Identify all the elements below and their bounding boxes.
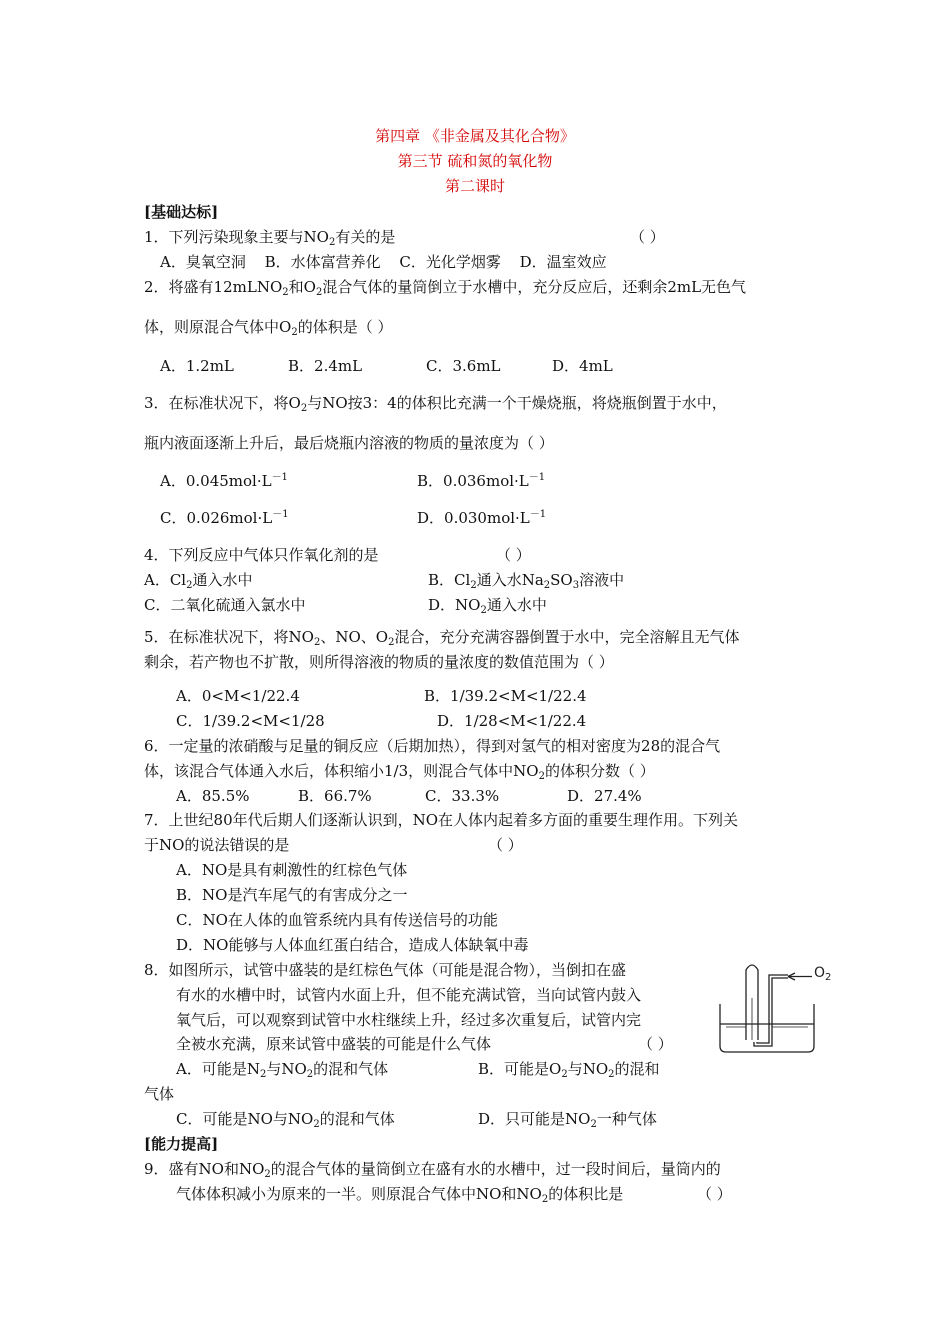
question-3-option-b: B．$0.036mol\cdot L^{-1}$ <box>417 472 546 490</box>
question-4-stem: 4．下列反应中气体只作氧化剂的是 <box>144 546 379 564</box>
question-8-answer-paren: （ ） <box>638 1035 673 1053</box>
question-4-answer-paren: （ ） <box>496 546 531 564</box>
section-title: 第三节 硫和氮的氧化物 <box>397 152 553 170</box>
question-5-option-a: A．0<M<1/22.4 <box>176 687 300 705</box>
question-7-option-c: C．NO在人体的血管系统内具有传送信号的功能 <box>176 911 498 929</box>
question-8-option-c: C．可能是NO与$NO_2$的混和气体 <box>176 1110 395 1130</box>
question-5-stem-line-2: 剩余，若产物也不扩散，则所得溶液的物质的量浓度的数值范围为（ ） <box>144 653 614 671</box>
question-8-stem-line-1: 8．如图所示，试管中盛装的是红棕色气体（可能是混合物），当倒扣在盛 <box>144 961 627 979</box>
question-6-stem-line-2: 体，该混合气体通入水后，体积缩小1/3，则混合气体中$NO_2$的体积分数（ ） <box>144 762 655 782</box>
question-4-option-d: D．$NO_2$通入水中 <box>428 596 547 616</box>
question-5-option-c: C．1/39.2<M<1/28 <box>176 712 325 730</box>
question-9-stem-line-2: 气体体积减小为原来的一半。则原混合气体中NO和$NO_2$的体积比是 <box>176 1185 624 1205</box>
question-6-option-b: B．66.7% <box>298 787 372 805</box>
question-9-stem-line-1: 9．盛有NO和$NO_2$的混合气体的量筒倒立在盛有水的水槽中，过一段时间后，量筒内的 <box>144 1160 721 1180</box>
question-8-stem-line-4: 全被水充满，原来试管中盛装的可能是什么气体 <box>176 1035 492 1053</box>
question-6-option-a: A．85.5% <box>176 787 250 805</box>
chapter-title: 第四章 《非金属及其化合物》 <box>375 127 575 145</box>
question-3-option-d: D．$0.030mol\cdot L^{-1}$ <box>417 509 547 527</box>
water-trough <box>720 1004 814 1052</box>
question-7-stem-line-1: 7．上世纪80年代后期人们逐渐认识到，NO在人体内起着多方面的重要生理作用。下列关 <box>144 811 739 829</box>
question-7-option-d: D．NO能够与人体血红蛋白结合，造成人体缺氧中毒 <box>176 936 529 954</box>
question-7-answer-paren: （ ） <box>488 836 523 854</box>
question-9-answer-paren: （ ） <box>697 1185 732 1203</box>
question-2-stem-line-1: 2．将盛有12mLNO$_2$和$O_2$混合气体的量筒倒立于水槽中，充分反应后，还剩余2mL无色气 <box>144 278 747 298</box>
question-8-option-b-continued: 气体 <box>144 1085 175 1103</box>
question-5-stem-line-1: 5．在标准状况下，将$NO_2$、NO、$O_2$混合，充分充满容器倒置于水中，完全溶解且无气体 <box>144 628 740 648</box>
question-2-option-d: D．4mL <box>552 357 613 375</box>
test-tube-apparatus-diagram <box>716 958 838 1058</box>
question-3-stem-line-2: 瓶内液面逐渐上升后，最后烧瓶内溶液的物质的量浓度为（ ） <box>144 434 554 452</box>
question-8-option-a: A．可能是$N_2$与$NO_2$的混和气体 <box>176 1060 389 1080</box>
question-4-option-c: C．二氧化硫通入氯水中 <box>144 596 306 614</box>
question-2-stem-line-2: 体，则原混合气体中$O_2$的体积是（ ） <box>144 318 393 338</box>
question-2-option-c: C．3.6mL <box>426 357 501 375</box>
question-4-option-b: B．$Cl_2$通入水$Na_2SO_3$溶液中 <box>428 571 625 591</box>
section-basic-heading: [基础达标] <box>144 203 219 221</box>
question-7-option-b: B．NO是汽车尾气的有害成分之一 <box>176 886 408 904</box>
oxygen-delivery-tube <box>754 978 788 1046</box>
question-7-option-a: A．NO是具有刺激性的红棕色气体 <box>176 861 408 879</box>
question-6-option-c: C．33.3% <box>425 787 500 805</box>
question-5-option-d: D．1/28<M<1/22.4 <box>437 712 587 730</box>
question-3-option-a: A．$0.045mol\cdot L^{-1}$ <box>160 472 288 490</box>
oxygen-label: $O_2$ <box>814 965 832 983</box>
question-3-option-c: C．$0.026mol\cdot L^{-1}$ <box>160 509 289 527</box>
question-6-option-d: D．27.4% <box>567 787 642 805</box>
question-2-option-a: A．1.2mL <box>160 357 234 375</box>
question-1-answer-paren: （ ） <box>630 228 665 246</box>
lesson-title: 第二课时 <box>444 177 505 195</box>
question-5-option-b: B．1/39.2<M<1/22.4 <box>424 687 587 705</box>
question-1-options: A．臭氧空洞 B．水体富营养化 C．光化学烟雾 D．温室效应 <box>160 253 607 271</box>
question-8-stem-line-2: 有水的水槽中时，试管内水面上升，但不能充满试管，当向试管内鼓入 <box>176 986 642 1004</box>
question-6-stem-line-1: 6．一定量的浓硝酸与足量的铜反应（后期加热），得到对氢气的相对密度为28的混合气 <box>144 737 721 755</box>
section-advanced-heading: [能力提高] <box>144 1135 219 1153</box>
question-4-option-a: A．$Cl_2$通入水中 <box>144 571 253 591</box>
question-8-option-d: D．只可能是$NO_2$一种气体 <box>478 1110 657 1130</box>
question-3-stem-line-1: 3．在标准状况下，将$O_2$与NO按3：4的体积比充满一个干燥烧瓶，将烧瓶倒置于水中， <box>144 394 727 414</box>
question-1-stem: 1．下列污染现象主要与$NO_2$有关的是 <box>144 228 396 248</box>
question-8-option-b: B．可能是$O_2$与$NO_2$的混和 <box>478 1060 660 1080</box>
question-8-stem-line-3: 氧气后，可以观察到试管中水柱继续上升，经过多次重复后，试管内完 <box>176 1011 642 1029</box>
question-2-option-b: B．2.4mL <box>288 357 363 375</box>
question-7-stem-line-2: 于NO的说法错误的是 <box>144 836 290 854</box>
